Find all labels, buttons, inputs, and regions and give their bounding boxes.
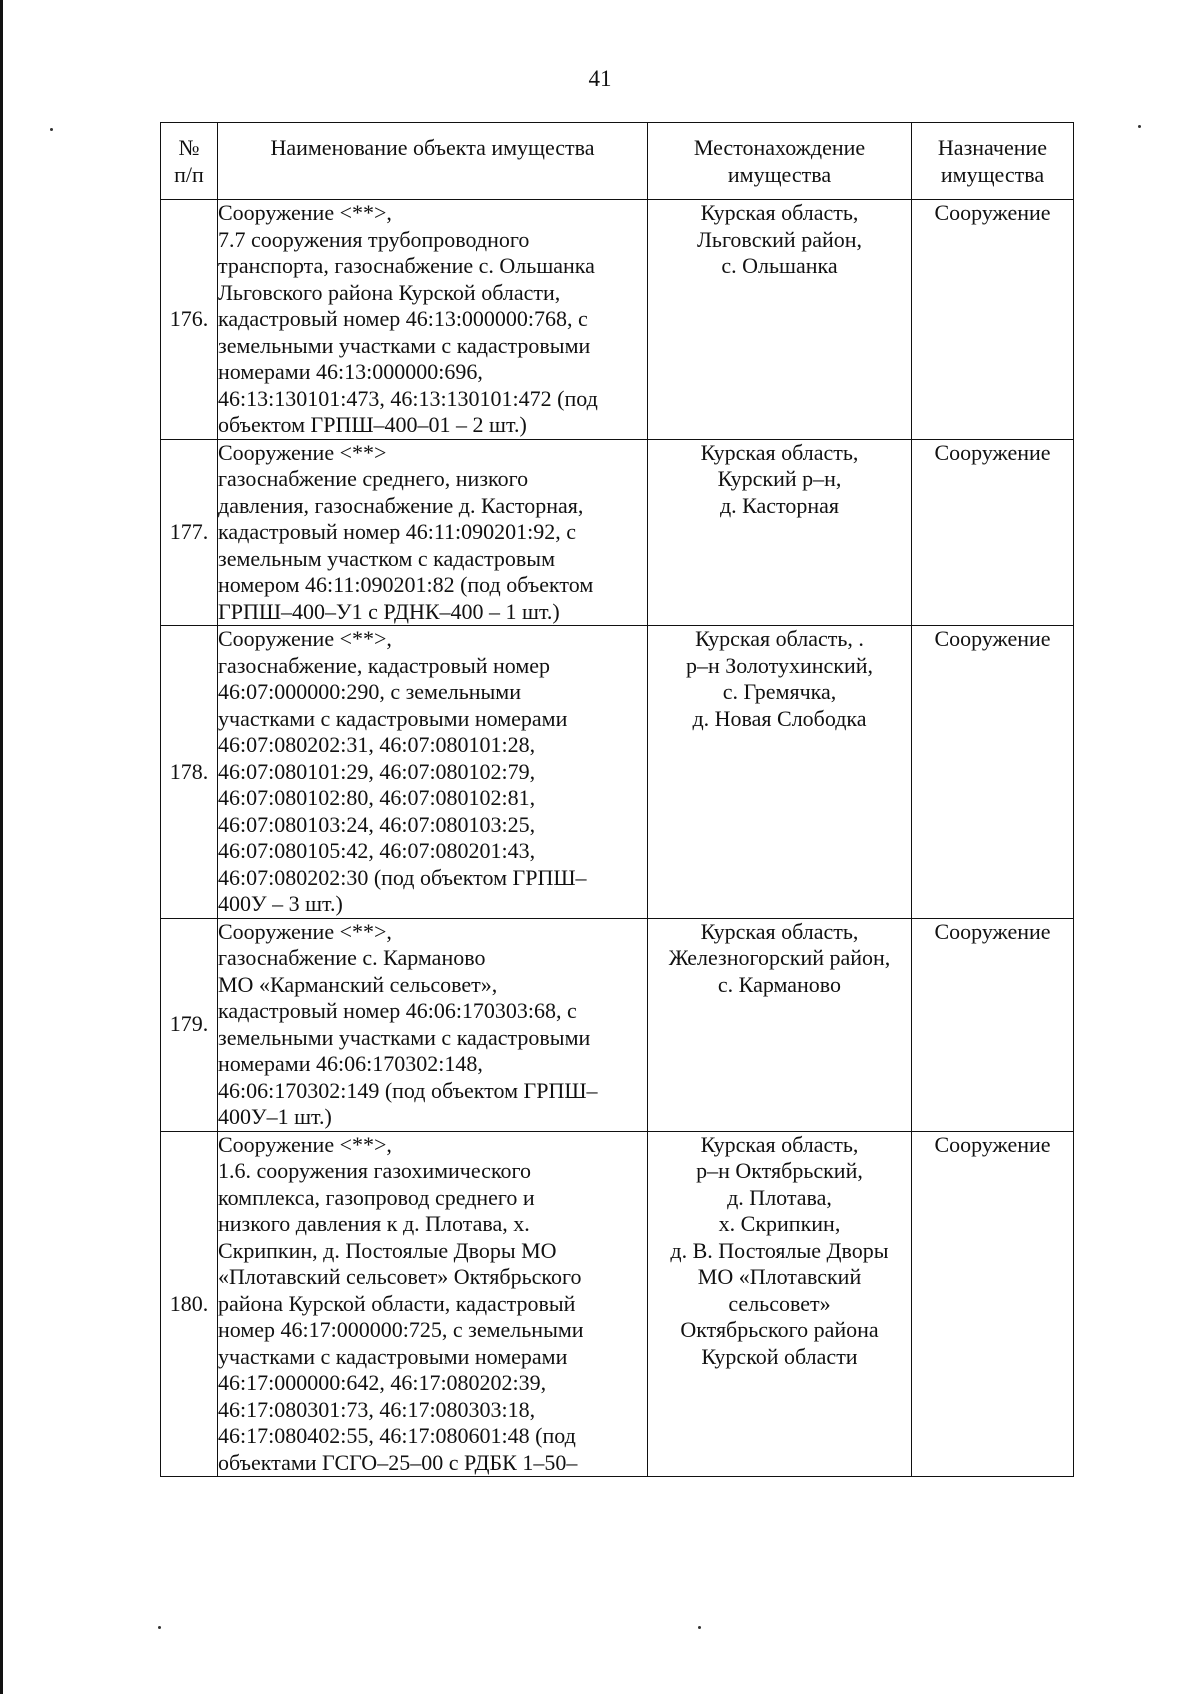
table-row	[161, 626, 1074, 919]
purpose-cell: Сооружение	[912, 626, 1074, 919]
purpose-cell: Сооружение	[912, 918, 1074, 1131]
scan-left-border	[0, 0, 3, 1694]
location-cell: Курская область, Железногорский район, с. Карманово	[648, 918, 912, 1131]
object-name-cell: Сооружение <**>, 1.6. сооружения газохимического комплекса, газопровод среднего и низкого давления к д. Плотава, х. Скрипкин, д. Постоялые Дворы МО «Плотавский сельсовет» Октябрьского района Курской области, кадастровый номер 46:17:000000:725, с земельными участками с кадастровыми номерами 46:17:000000:642, 46:17:080202:39, 46:17:080301:73, 46:17:080303:18, 46:17:080402:55, 46:17:080601:48 (под объектами ГСГО–25–00 с РДБК 1–50–	[218, 1131, 648, 1477]
location-cell: Курская область, Льговский район, с. Ольшанка	[648, 200, 912, 440]
row-number: 178.	[161, 626, 218, 919]
row-number: 176.	[161, 200, 218, 440]
row-number: 179.	[161, 918, 218, 1131]
location-cell: Курская область, Курский р–н, д. Касторная	[648, 439, 912, 626]
page-number: 41	[588, 66, 612, 91]
purpose-cell: Сооружение	[912, 439, 1074, 626]
purpose-cell: Сооружение	[912, 1131, 1074, 1477]
header-purpose: Назначение имущества	[912, 123, 1074, 200]
scan-speck	[50, 128, 53, 131]
location-cell: Курская область, . р–н Золотухинский, с. Гремячка, д. Новая Слободка	[648, 626, 912, 919]
header-location: Местонахождение имущества	[648, 123, 912, 200]
header-number: № п/п	[161, 123, 218, 200]
row-number: 177.	[161, 439, 218, 626]
property-registry-table	[160, 122, 1074, 1477]
object-name-cell: Сооружение <**> газоснабжение среднего, низкого давления, газоснабжение д. Касторная, кадастровый номер 46:11:090201:92, с земельным участком с кадастровым номером 46:11:090201:82 (под объектом ГРПШ–400–У1 с РДНК–400 – 1 шт.)	[218, 439, 648, 626]
table-header-row	[161, 123, 1074, 200]
table-row	[161, 918, 1074, 1131]
scan-speck	[158, 1626, 161, 1629]
table-row	[161, 439, 1074, 626]
table-row	[161, 200, 1074, 440]
object-name-cell: Сооружение <**>, газоснабжение с. Карманово МО «Карманский сельсовет», кадастровый номер 46:06:170303:68, с земельными участками с кадастровыми номерами 46:06:170302:148, 46:06:170302:149 (под объектом ГРПШ– 400У–1 шт.)	[218, 918, 648, 1131]
location-cell: Курская область, р–н Октябрьский, д. Плотава, х. Скрипкин, д. В. Постоялые Дворы МО «Плотавский сельсовет» Октябрьского района Курской области	[648, 1131, 912, 1477]
scan-speck	[1138, 125, 1141, 128]
table-row	[161, 1131, 1074, 1477]
object-name-cell: Сооружение <**>, газоснабжение, кадастровый номер 46:07:000000:290, с земельными участками с кадастровыми номерами 46:07:080202:31, 46:07:080101:28, 46:07:080101:29, 46:07:080102:79, 46:07:080102:80, 46:07:080102:81, 46:07:080103:24, 46:07:080103:25, 46:07:080105:42, 46:07:080201:43, 46:07:080202:30 (под объектом ГРПШ– 400У – 3 шт.)	[218, 626, 648, 919]
object-name-cell: Сооружение <**>, 7.7 сооружения трубопроводного транспорта, газоснабжение с. Ольшанка Льговского района Курской области, кадастровый номер 46:13:000000:768, с земельными участками с кадастровыми номерами 46:13:000000:696, 46:13:130101:473, 46:13:130101:472 (под объектом ГРПШ–400–01 – 2 шт.)	[218, 200, 648, 440]
scan-speck	[698, 1626, 701, 1629]
purpose-cell: Сооружение	[912, 200, 1074, 440]
row-number: 180.	[161, 1131, 218, 1477]
header-object-name: Наименование объекта имущества	[218, 123, 648, 200]
